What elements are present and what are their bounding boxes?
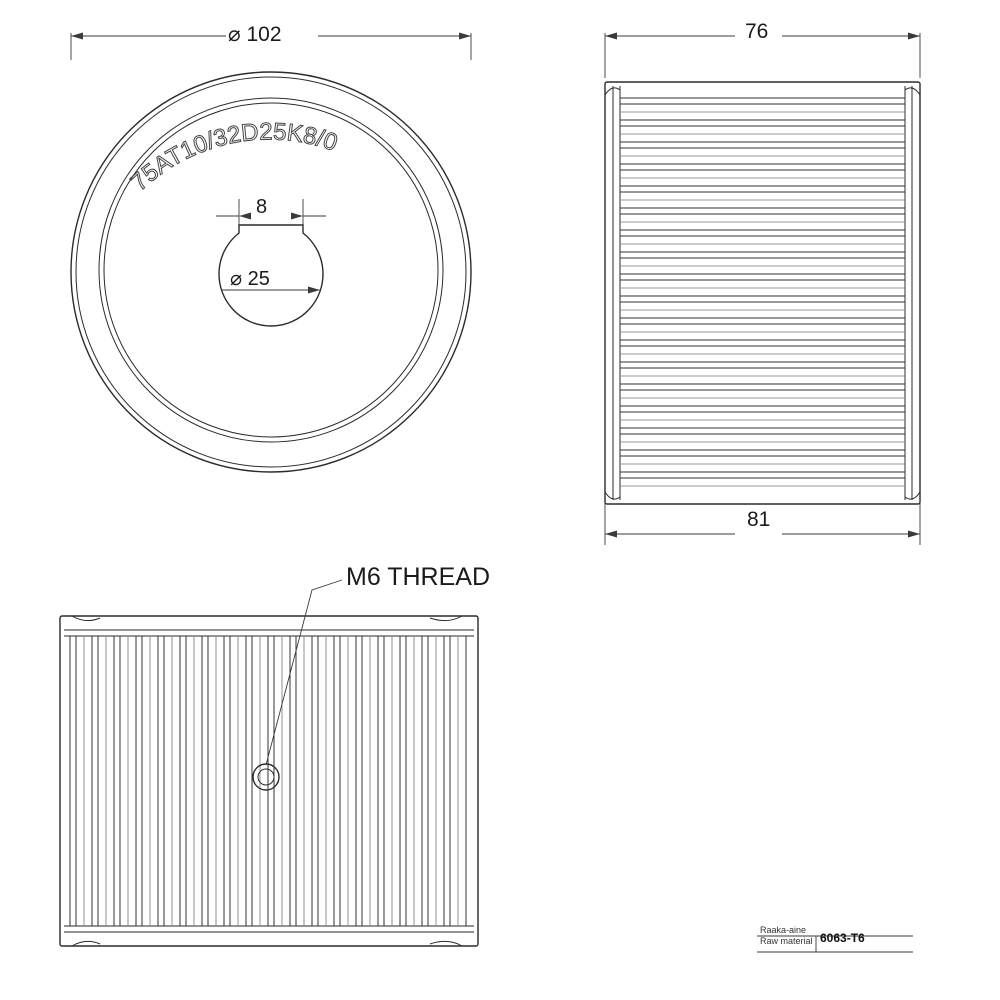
title-block-material-label-en: Raw material: [760, 936, 813, 946]
dim-keyway-width: 8: [256, 196, 268, 218]
engraved-part-code: 75AT10/32D25K8/0: [125, 118, 341, 197]
annotation-m6-thread: M6 THREAD: [346, 563, 491, 591]
dim-overall-width: 76: [745, 20, 769, 43]
dim-bore-diameter: ⌀ 25: [230, 268, 270, 290]
title-block-material-label-fi: Raaka-aine: [760, 925, 807, 935]
title-block-material-value: 6063-T6: [820, 931, 865, 945]
dim-flange-width: 81: [747, 508, 771, 531]
dim-outer-diameter: ⌀ 102: [228, 23, 282, 46]
